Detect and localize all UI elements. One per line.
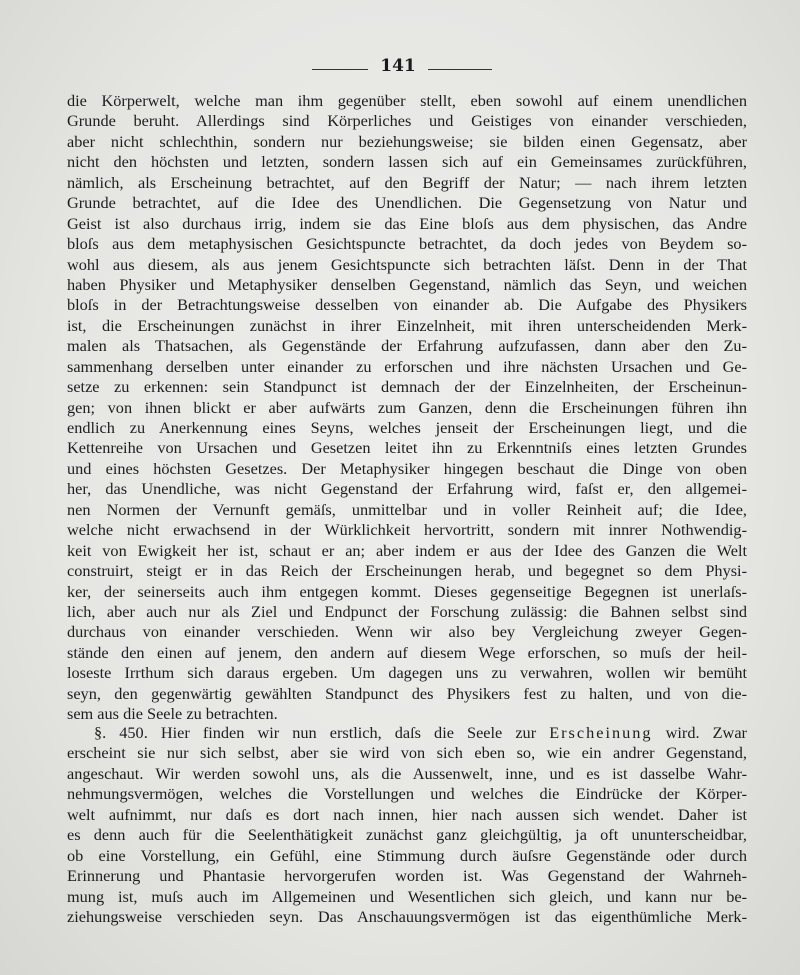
page-header <box>0 56 800 82</box>
text-line: malen als Thatsachen, als Gegenstände der Erfahrung aufzufassen, dann aber den Zu- <box>67 336 747 356</box>
paragraph-section-450-continuation <box>67 743 747 927</box>
text-line: her, das Unendliche, was nicht Gegenstand der Erfahrung wird, faſst er, den allgemei- <box>67 479 747 499</box>
text-line: Grunde betrachtet, auf die Idee des Unendlichen. Die Gegensetzung von Natur und <box>67 193 747 213</box>
header-rule-right <box>428 69 492 70</box>
text-line: keit von Ewigkeit her ist, schaut er an; aber indem er aus der Idee des Ganzen die Welt <box>67 540 747 560</box>
text-line: es denn auch für die Seelenthätigkeit zunächst ganz gleichgültig, ja oft ununterscheidbar, <box>67 825 747 845</box>
text-line: sem aus die Seele zu betrachten. <box>67 704 278 724</box>
text-line: welt aufnimmt, nur daſs es dort nach innen, hier nach aussen sich wendet. Daher ist <box>67 804 747 824</box>
text-line: stände den einen auf jenem, den andern auf diesem Wege erforschen, so muſs der heil- <box>67 642 747 662</box>
text-line: wohl aus diesem, als aus jenem Gesichtspuncte sich betrachten läſst. Denn in der That <box>67 254 747 274</box>
emphasized-term: Erscheinung <box>549 723 653 742</box>
text-line: nen Normen der Vernunft gemäſs, unmittelbar und in voller Reinheit auf; die Idee, <box>67 499 747 519</box>
text-line: gen; von ihnen blickt er aber aufwärts zum Ganzen, denn die Erscheinungen führen ihn <box>67 397 747 417</box>
text-line: bloſs aus dem metaphysischen Gesichtspuncte betrachtet, da doch jedes von Beydem so- <box>67 234 747 254</box>
first-line-text-after: wird. Zwar <box>665 723 747 742</box>
first-line-text-before: Hier finden wir nun erstlich, daſs die Seele zur <box>160 723 537 742</box>
header-rule-left <box>312 69 368 70</box>
text-line: Grunde beruht. Allerdings sind Körperliches und Geistiges von einander verschieden, <box>67 111 747 131</box>
text-line: seyn, den gegenwärtig gewählten Standpunct des Physikers fest zu halten, und von die- <box>67 683 747 703</box>
text-line: endlich zu Anerkennung eines Seyns, welches jenseit der Erscheinungen liegt, und die <box>67 418 747 437</box>
text-line: ker, der seinerseits auch ihm entgegen kommt. Dieses gegenseitige Begegnen ist unerlaſs- <box>67 581 747 601</box>
text-line: sammenhang derselben unter einander zu erforschen und ihre nächsten Ursachen und Ge- <box>67 356 747 376</box>
text-line: nehmungsvermögen, welches die Vorstellungen und welches die Eindrücke der Körper- <box>67 784 747 804</box>
page-number: 141 <box>380 56 416 76</box>
text-line: durchaus von einander verschieden. Wenn wir also bey Vergleichung zweyer Gegen- <box>67 622 747 642</box>
text-line: ist, die Erscheinungen zunächst in ihrer Einzelnheit, mit ihren unterscheidenden Merk- <box>67 315 747 335</box>
text-line: aber nicht schlechthin, sondern nur beziehungsweise; sie bilden einen Gegensatz, aber <box>67 131 747 151</box>
paragraph-first-line <box>67 723 747 743</box>
text-line: Erinnerung und Phantasie hervorgerufen worden ist. Was Gegenstand der Wahrneh- <box>67 866 747 886</box>
text-line: nicht den höchsten und letzten, sondern lassen sich auf ein Gemeinsames zurückführen, <box>67 152 747 172</box>
text-line: setze zu erkennen: sein Standpunct ist demnach der der Einzelnheiten, der Erscheinun- <box>67 377 747 397</box>
text-line: lich, aber auch nur als Ziel und Endpunct der Forschung zulässig: die Bahnen selbst sind <box>67 601 747 621</box>
text-line: haben Physiker und Metaphysiker denselben Gegenstand, nämlich das Seyn, und weichen <box>67 274 747 294</box>
text-line: mung ist, muſs auch im Allgemeinen und Wesentlichen sich gleich, und kann nur be- <box>67 886 747 906</box>
text-line: ziehungsweise verschieden seyn. Das Anschauungsvermögen ist das eigenthümliche Merk- <box>67 906 747 926</box>
text-line: die Körperwelt, welche man ihm gegenüber stellt, eben sowohl auf einem unendlichen <box>67 91 747 110</box>
text-line: Kettenreihe von Ursachen und Gesetzen leitet ihn zu Erkenntniſs eines letzten Grundes <box>67 438 747 458</box>
paragraph-body-1 <box>67 91 747 725</box>
text-line: Geist ist also durchaus irrig, indem sie das Eine bloſs aus dem physischen, das Andre <box>67 213 747 233</box>
text-line: bloſs in der Betrachtungsweise desselben von einander ab. Die Aufgabe des Physikers <box>67 295 747 315</box>
text-line: erscheint sie nur sich selbst, aber sie wird von sich eben so, wie ein andrer Gegenstand, <box>67 743 747 763</box>
text-line: welche nicht erwachsend in der Würklichkeit hervortritt, sondern mit innrer Nothwendig- <box>67 520 747 540</box>
text-line: ob eine Vorstellung, ein Gefühl, eine Stimmung durch äuſsre Gegenstände oder durch <box>67 845 747 865</box>
text-line: loseste Irrthum sich daraus ergeben. Um dagegen uns zu verwahren, wollen wir bemüht <box>67 663 747 683</box>
section-number: §. 450. <box>94 723 148 742</box>
paragraph-section-450 <box>67 723 747 927</box>
text-line: nämlich, als Erscheinung betrachtet, auf den Begriff der Natur; — nach ihrem letzten <box>67 172 747 192</box>
text-line: angeschaut. Wir werden sowohl uns, als die Aussenwelt, inne, und es ist dasselbe Wahr- <box>67 763 747 783</box>
text-line: und eines höchsten Gesetzes. Der Metaphysiker hingegen beschaut die Dinge von oben <box>67 458 747 478</box>
text-line: construirt, steigt er in das Reich der Erscheinungen herab, und begegnet so dem Physi- <box>67 561 747 581</box>
